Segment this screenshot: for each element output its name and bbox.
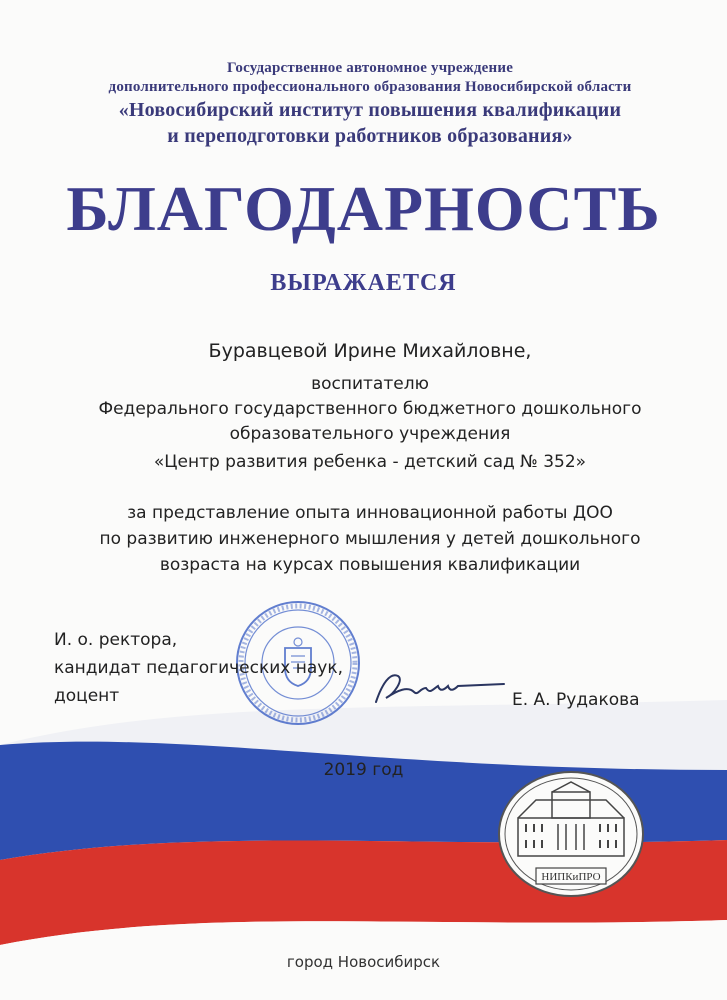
- reason-line-2: по развитию инженерного мышления у детей дошкольного: [99, 529, 641, 549]
- certificate-subtitle: ВЫРАЖАЕТСЯ: [270, 270, 457, 296]
- reason-line-3: возраста на курсах повышения квалификации: [159, 555, 581, 575]
- org-line-3: «Новосибирский институт повышения квалификации: [118, 99, 622, 121]
- signatory-name: Е. А. Рудакова: [512, 690, 640, 710]
- certificate-title: БЛАГОДАРНОСТЬ: [66, 173, 661, 244]
- institution-line-1: Федерального государственного бюджетного дошкольного: [98, 399, 642, 419]
- recipient-name: Буравцевой Ирине Михайловне,: [208, 340, 532, 362]
- signatory-title-2: кандидат педагогических наук,: [54, 658, 344, 678]
- org-line-1: Государственное автономное учреждение: [226, 60, 514, 76]
- issue-year: 2019 год: [323, 760, 404, 780]
- city-name: город Новосибирск: [286, 953, 441, 971]
- org-line-2: дополнительного профессионального образования Новосибирской области: [108, 79, 632, 95]
- institution-line-2: образовательного учреждения: [229, 424, 511, 444]
- signatory-title-3: доцент: [54, 686, 120, 706]
- handwritten-signature: [368, 664, 508, 714]
- reason-line-1: за представление опыта инновационной работы ДОО: [127, 503, 613, 523]
- institute-building-logo: [496, 770, 646, 902]
- institution-line-3: «Центр развития ребенка - детский сад № 352»: [153, 452, 587, 472]
- logo-text: НИПКиПРО: [541, 871, 601, 883]
- signatory-title-1: И. о. ректора,: [54, 630, 178, 650]
- recipient-position: воспитателю: [311, 374, 429, 394]
- org-line-4: и переподготовки работников образования»: [167, 125, 573, 147]
